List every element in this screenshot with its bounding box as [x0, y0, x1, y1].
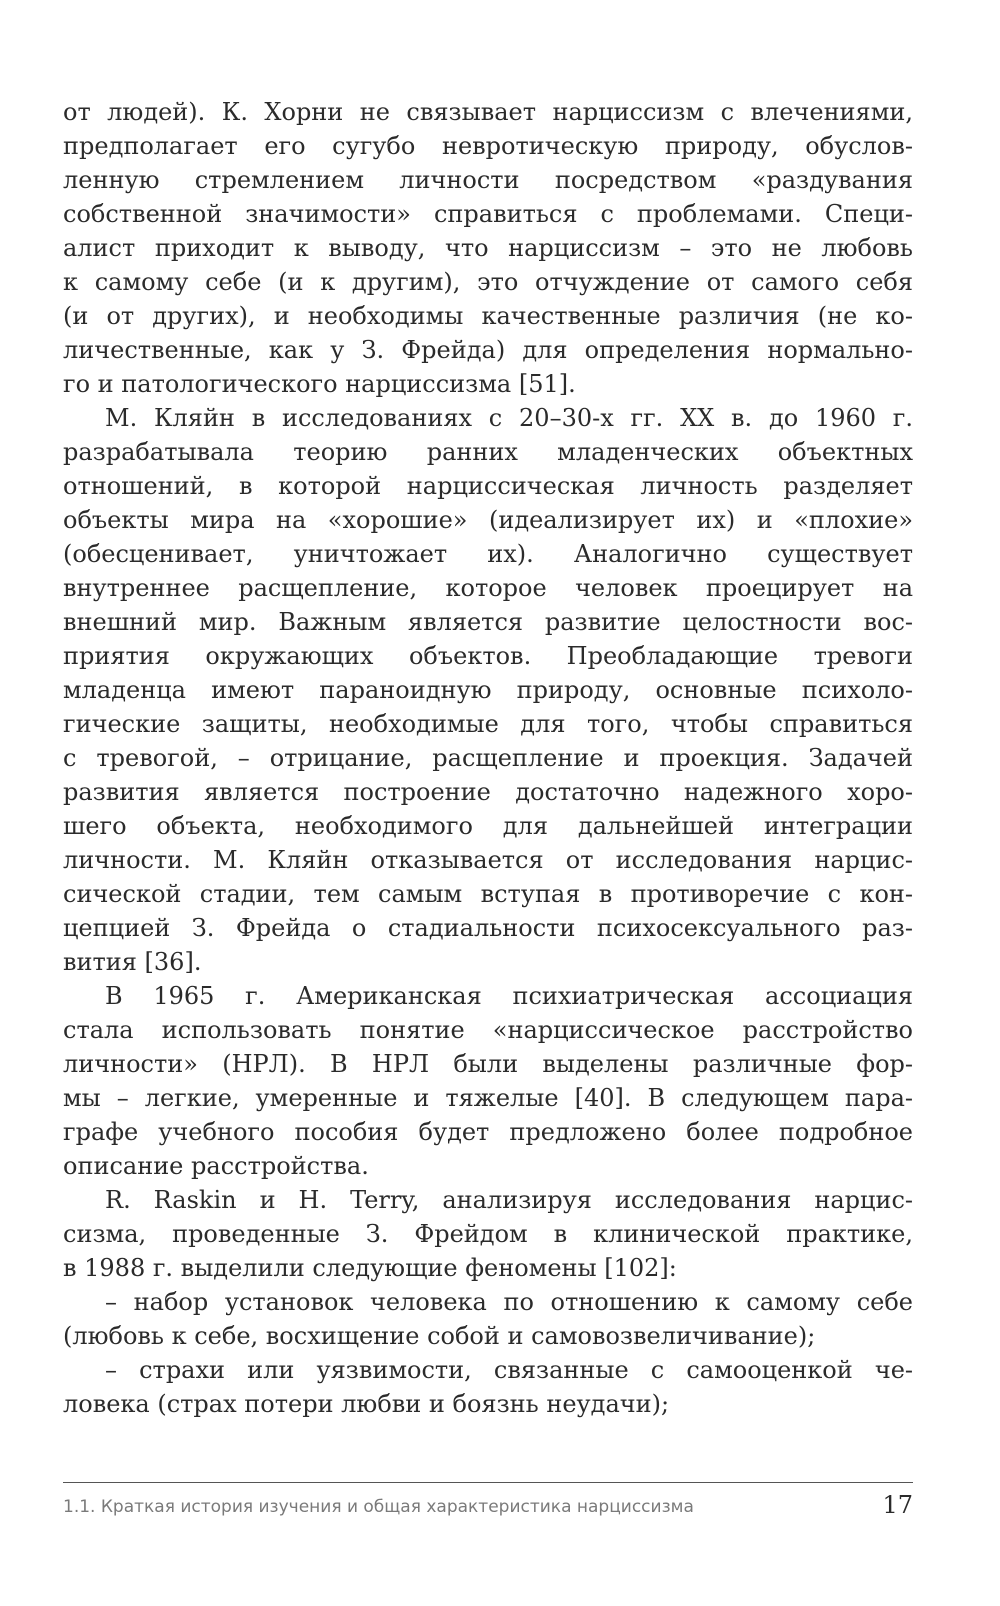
text-line: внешний мир. Важным является развитие целостности вос-	[63, 608, 913, 636]
text-line: вития [36].	[63, 948, 202, 976]
text-line: личности» (НРЛ). В НРЛ были выделены различные фор-	[63, 1050, 913, 1078]
text-line: объекты мира на «хорошие» (идеализирует их) и «плохие»	[63, 506, 913, 534]
text-line: ловека (страх потери любви и боязнь неудачи);	[63, 1390, 670, 1418]
text-line: личности. М. Кляйн отказывается от исследования нарцис-	[63, 846, 913, 874]
text-line: отношений, в которой нарциссическая личность разделяет	[63, 472, 913, 500]
page-number: 17	[882, 1491, 913, 1519]
text-line: ленную стремлением личности посредством «раздувания	[63, 166, 913, 194]
text-line: графе учебного пособия будет предложено более подробное	[63, 1118, 913, 1146]
text-line: шего объекта, необходимого для дальнейшей интеграции	[63, 812, 913, 840]
paragraph-first-line: М. Кляйн в исследованиях с 20–30-х гг. XX в. до 1960 г.	[105, 404, 913, 432]
text-line: с тревогой, – отрицание, расщепление и проекция. Задачей	[63, 744, 913, 772]
text-line: в 1988 г. выделили следующие феномены [102]:	[63, 1254, 677, 1282]
text-line: стала использовать понятие «нарциссическое расстройство	[63, 1016, 913, 1044]
text-line: сической стадии, тем самым вступая в противоречие с кон-	[63, 880, 913, 908]
text-line: алист приходит к выводу, что нарциссизм – это не любовь	[63, 234, 913, 262]
text-line: (и от других), и необходимы качественные различия (не ко-	[63, 302, 913, 330]
text-line: го и патологического нарциссизма [51].	[63, 370, 576, 398]
text-line: развития является построение достаточно надежного хоро-	[63, 778, 913, 806]
text-line: личественные, как у З. Фрейда) для определения нормально-	[63, 336, 913, 364]
text-line: мы – легкие, умеренные и тяжелые [40]. В следующем пара-	[63, 1084, 913, 1112]
text-line: гические защиты, необходимые для того, чтобы справиться	[63, 710, 913, 738]
paragraph-first-line: В 1965 г. Американская психиатрическая ассоциация	[105, 982, 913, 1010]
text-line: цепцией З. Фрейда о стадиальности психосексуального раз-	[63, 914, 913, 942]
text-line: младенца имеют параноидную природу, основные психоло-	[63, 676, 913, 704]
text-line: предполагает его сугубо невротическую природу, обуслов-	[63, 132, 913, 160]
text-line: разрабатывала теорию ранних младенческих объектных	[63, 438, 913, 466]
footer-rule	[63, 1482, 913, 1483]
text-line: сизма, проведенные З. Фрейдом в клинической практике,	[63, 1220, 913, 1248]
running-footer-title: 1.1. Краткая история изучения и общая характеристика нарциссизма	[63, 1497, 694, 1517]
text-line: приятия окружающих объектов. Преобладающие тревоги	[63, 642, 913, 670]
text-line: описание расстройства.	[63, 1152, 369, 1180]
paragraph-first-line: R. Raskin и H. Terry, анализируя исследования нарцис-	[105, 1186, 913, 1214]
text-line: (любовь к себе, восхищение собой и самовозвеличивание);	[63, 1322, 816, 1350]
text-line: внутреннее расщепление, которое человек проецирует на	[63, 574, 913, 602]
text-line: к самому себе (и к другим), это отчуждение от самого себя	[63, 268, 913, 296]
list-item: – страхи или уязвимости, связанные с самооценкой че-	[105, 1356, 913, 1384]
text-line: собственной значимости» справиться с проблемами. Специ-	[63, 200, 913, 228]
text-line: (обесценивает, уничтожает их). Аналогично существует	[63, 540, 913, 568]
text-line: от людей). К. Хорни не связывает нарциссизм с влечениями,	[63, 98, 913, 126]
list-item: – набор установок человека по отношению к самому себе	[105, 1288, 913, 1316]
